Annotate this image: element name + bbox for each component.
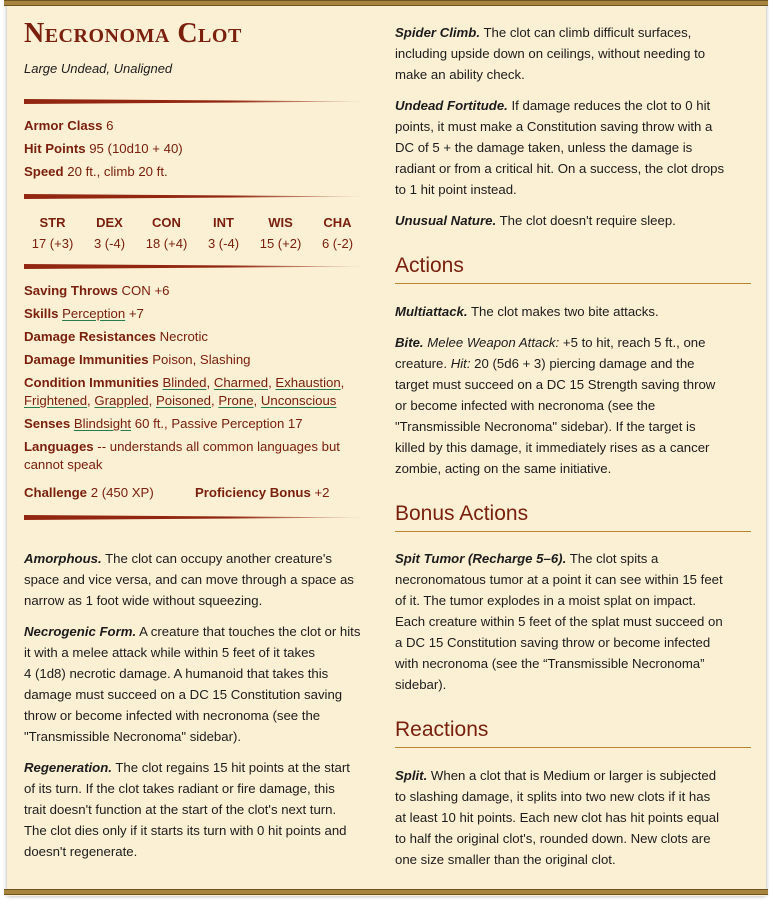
- bottom-border-bar: [4, 889, 768, 895]
- senses-label: Senses: [24, 416, 71, 431]
- ability-str: STR 17 (+3): [31, 215, 74, 251]
- reactions-header: Reactions: [395, 716, 751, 748]
- condition-immunities-row: Condition Immunities Blinded, Charmed, Exhaustion,: [24, 375, 345, 390]
- languages-value: -- understands all common languages but: [97, 439, 340, 454]
- condition-immunities-row-2: Frightened, Grappled, Poisoned, Prone, Unconscious: [24, 393, 337, 408]
- blindsight-link[interactable]: Blindsight: [73, 416, 132, 431]
- condition-link-poisoned[interactable]: Poisoned: [156, 393, 211, 408]
- ability-dex: DEX 3 (-4): [93, 215, 126, 251]
- languages-row-2: [24, 454, 102, 475]
- monster-name: Necronoma Clot: [24, 18, 242, 49]
- perception-link[interactable]: Perception: [62, 306, 126, 321]
- condition-link-prone[interactable]: Prone: [218, 393, 254, 408]
- hit-points-row: [24, 138, 183, 159]
- speed-row: [24, 161, 168, 182]
- actions-header: Actions: [395, 252, 751, 284]
- ability-con: CON 18 (+4): [145, 215, 188, 251]
- condition-link-frightened[interactable]: Frightened: [24, 393, 88, 408]
- ability-cha: CHA 6 (-2): [321, 215, 354, 251]
- challenge-value: 2 (450 XP): [90, 485, 154, 500]
- bonus-actions-header: Bonus Actions: [395, 500, 751, 532]
- hit-points-value: 95 (10d10 + 40): [89, 141, 183, 156]
- reaction-split: Split. When a clot that is Medium or larger is subjected to slashing damage, it splits into two new clots if it has at least 10 hit points. Each new clot has hit points equal to half the original clot's, rounded down. New clots are one size smaller than the original clot.: [395, 768, 720, 867]
- ability-scores: [24, 212, 368, 254]
- skills-label: Skills: [24, 306, 59, 321]
- condition-link-blinded[interactable]: Blinded: [162, 375, 207, 390]
- bonus-action-spit-tumor: Spit Tumor (Recharge 5–6). The clot spits a necronomatous tumor at a point it can see within 15 feet of it. The tumor explodes in a moist splat on impact. Each creature within 5 feet of the splat must succeed on a DC 15 Constitution saving throw or become infected with necronoma (see the “Transmissible Necronoma” sidebar).: [395, 551, 723, 692]
- condition-link-exhaustion[interactable]: Exhaustion: [275, 375, 341, 390]
- challenge-row: [24, 482, 154, 503]
- trait-spider-climb: Spider Climb. The clot can climb difficult surfaces, including upside down on ceilings, without needing to make an ability check.: [395, 25, 706, 82]
- condition-link-charmed[interactable]: Charmed: [213, 375, 269, 390]
- ability-wis: WIS 15 (+2): [259, 215, 302, 251]
- ability-int: INT 3 (-4): [207, 215, 240, 251]
- languages-label: Languages: [24, 439, 94, 454]
- damage-immunities-value: Poison, Slashing: [152, 352, 251, 367]
- skills-row: [24, 303, 144, 324]
- senses-value: 60 ft., Passive Perception 17: [134, 416, 303, 431]
- speed-label: Speed: [24, 164, 64, 179]
- saving-throws-label: Saving Throws: [24, 283, 118, 298]
- armor-class-value: 6: [106, 118, 114, 133]
- top-border-bar: [4, 0, 768, 6]
- trait-necrogenic-form: Necrogenic Form. A creature that touches the clot or hits it with a melee attack while within 5 feet of it takes 4 (1d8) necrotic damage. A humanoid that takes this damage must succeed on a DC 15 Constitution saving throw or become infected with necronoma (see the "Transmissible Necronoma" sidebar).: [24, 624, 361, 744]
- proficiency-label: Proficiency Bonus: [195, 485, 311, 500]
- challenge-label: Challenge: [24, 485, 88, 500]
- action-multiattack: Multiattack. The clot makes two bite attacks.: [395, 304, 659, 319]
- damage-resistances-row: [24, 326, 208, 347]
- skills-bonus: +7: [128, 306, 144, 321]
- hit-points-label: Hit Points: [24, 141, 86, 156]
- condition-link-grappled[interactable]: Grappled: [94, 393, 149, 408]
- trait-undead-fortitude: Undead Fortitude. If damage reduces the clot to 0 hit points, it must make a Constitution saving throw with a DC of 5 + the damage taken, unless the damage is radiant or from a critical hit. On a success, the clot drops to 1 hit point instead.: [395, 98, 725, 197]
- speed-value: 20 ft., climb 20 ft.: [67, 164, 168, 179]
- saving-throws-row: [24, 280, 169, 301]
- proficiency-value: +2: [314, 485, 330, 500]
- action-bite: Bite. Melee Weapon Attack: +5 to hit, reach 5 ft., one creature. Hit: 20 (5d6 + 3) piercing damage and the target must succeed on a DC 15 Strength saving throw or become infected with necronoma (see the "Transmissible Necronoma" sidebar). If the target is killed by this damage, it immediately rises as a cancer zombie, acting on the same initiative.: [395, 335, 716, 476]
- damage-resistances-value: Necrotic: [159, 329, 208, 344]
- saving-throws-value: CON +6: [121, 283, 170, 298]
- armor-class-row: [24, 115, 113, 136]
- senses-row: [24, 413, 303, 434]
- condition-immunities-label: Condition Immunities: [24, 375, 159, 390]
- proficiency-row: [195, 482, 330, 503]
- trait-amorphous: Amorphous. The clot can occupy another creature's space and vice versa, and can move through a space as narrow as 1 foot wide without squeezing.: [24, 551, 354, 608]
- damage-resistances-label: Damage Resistances: [24, 329, 156, 344]
- armor-class-label: Armor Class: [24, 118, 103, 133]
- trait-regeneration: Regeneration. The clot regains 15 hit points at the start of its turn. If the clot takes radiant or fire damage, this trait doesn't function at the start of the clot's next turn. The clot dies only if it starts its turn with 0 hit points and doesn't regenerate.: [24, 760, 350, 859]
- trait-unusual-nature: Unusual Nature. The clot doesn't require sleep.: [395, 213, 676, 228]
- damage-immunities-label: Damage Immunities: [24, 352, 149, 367]
- languages-value-2: cannot speak: [24, 457, 103, 472]
- monster-type: Large Undead, Unaligned: [24, 61, 173, 76]
- condition-link-unconscious[interactable]: Unconscious: [260, 393, 337, 408]
- damage-immunities-row: [24, 349, 251, 370]
